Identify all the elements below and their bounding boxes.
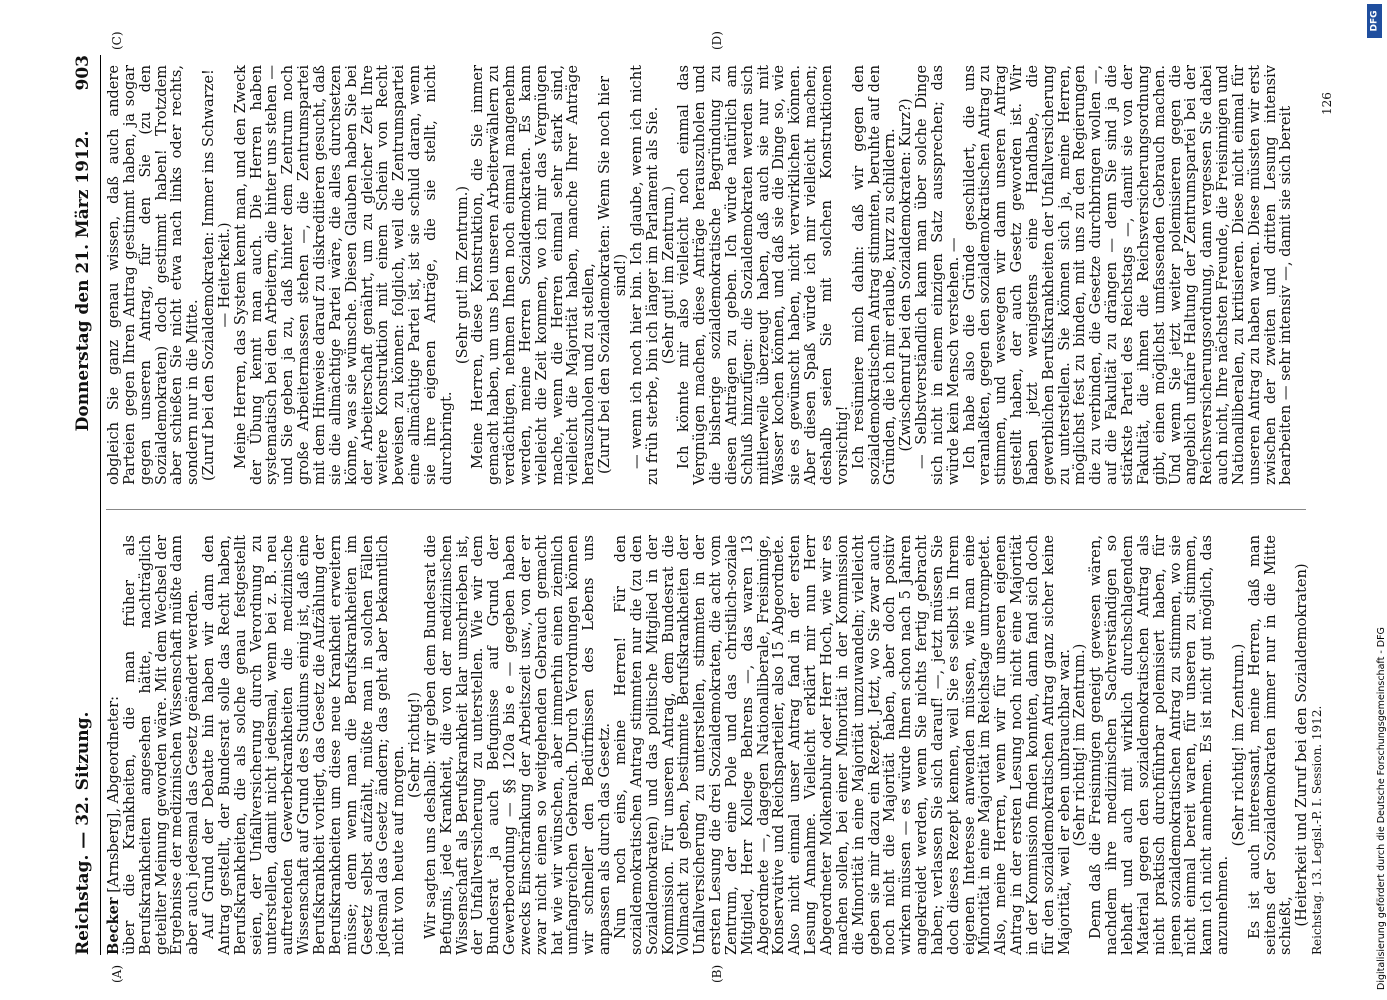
paragraph: über die Krankheiten, die man früher als Berufskrankheiten angesehen hätte, nachträglich geteilter Meinung geworden wäre. Mit dem Wechsel der Ergebnisse der medizinischen Wissenschaft müßte dann aber auch jedesmal das Gesetz geändert werden. xyxy=(120,535,202,955)
funding-credit: Digitalisierung gefördert durch die Deutsche Forschungsgemeinschaft - DFG xyxy=(1376,627,1387,990)
speaker-name: Becker xyxy=(105,897,122,955)
paragraph: Es ist auch interessant, meine Herren, daß man seitens der Sozialdemokraten immer nur in die Mitte schießt, xyxy=(1245,535,1295,955)
paragraph: Meine Herren, diese Konstruktion, die Sie immer gemacht haben, um uns bei unseren Arbeiterwählern zu verdächtigen, nehmen Ihnen noch einmal mangenehm werden, meine Herren Sozialdemokraten. Es kann vielleicht die Zeit kommen, wo ich mir das Vergnügen mache, wenn die Herren einmal sehr stark sind, vielleicht die Majorität haben, manche Ihrer Anträge herauszuholen und zu stellen, xyxy=(469,65,598,485)
speaker-line xyxy=(106,535,122,955)
interjection: (Sehr richtig! im Zentrum.) xyxy=(1071,643,1089,847)
paragraph: Denn daß die Freisinnigen geneigt gewesen wären, nachdem ihre medizinischen Sachverständigen so lebhaft und auch mit wirklich durchschlagendem Material gegen den sozialdemokratischen Antrag als nicht praktisch durchführbar polemisiert haben, für jenen sozialdemokratischen Antrag zu stimmen, wo sie nicht einmal bereit waren, für unseren zu stimmen, kann ich nicht annehmen. Es ist nicht gut möglich, das anzunehmen. xyxy=(1087,535,1232,955)
margin-mark-c: (C) xyxy=(110,31,124,50)
margin-mark-b: (B) xyxy=(710,964,724,983)
rotated-page-content xyxy=(70,31,1334,983)
column-rule xyxy=(106,509,1306,510)
left-column xyxy=(106,535,1321,955)
paragraph: Ich habe also die Gründe geschildert, die uns veranlaßten, gegen den sozialdemokratischen Antrag zu stimmen, und weswegen wir dann unseren Antrag gestellt haben, der auch Gesetz geworden ist. Wir haben jetzt wenigstens eine Handhabe, die gewerblichen Berufskrankheiten der Unfallversicherung zu unterstellen. Sie können sich ja, meine Herren, möglichst fest zu binden, mit uns zu den Regierungen die zu verbinden, die Gesetze durchbringen wollen —, auf die Fakultät zu drängen — denn Sie sind ja die stärkste Partei des Reichstags —, damit sie von der Fakultät, die ihnen die Reichsversicherungsordnung gibt, einen möglichst umfassenden Gebrauch machen. Und wenn Sie jetzt weiter polemisieren gegen die angeblich unfaire Haltung der Zentrumspartei bei der Reichsversicherungsordnung, dann vergessen Sie dabei auch nicht, Ihre nächsten Freunde, die Freisinnigen und Nationalliberalen, zu kritisieren. Diese nicht einmal für unseren Antrag zu haben waren. Diese müssten wir erst zwischen der zweiten und dritten Lesung intensiv bearbeiten — sehr intensiv —, damit sie sich bereit xyxy=(960,65,1295,485)
speaker-suffix: [Arnsberg], Abgeordneter: xyxy=(105,696,122,898)
paragraph: Ich könnte mir also vielleicht noch einmal das Vergnügen machen, diese Anträge herauszuholen und die bisherige sozialdemokratische Begründung zu diesen Anträgen zu geben. Ich würde natürlich am Schluß hinzufügen: die Sozialdemokraten werden sich mittlerweile überzeugt haben, daß auch sie nur mit Wasser kochen können, und daß sie die Dinge so, wie sie es gewünscht haben, nicht verwirklichen können. Aber diesen Spaß würde ich mir vielleicht machen; deshalb seien Sie mit solchen Konstruktionen vorsichtig! xyxy=(675,65,851,485)
interjection: (Zuruf bei den Sozialdemokraten: Wenn Sie noch hier sind!) xyxy=(596,76,629,474)
margin-mark-a: (A) xyxy=(110,964,124,983)
paragraph: Meine Herren, das System kennt man, und den Zweck der Übung kennt man auch. Die Herren haben systematisch bei den Arbeitern, die hinter uns stehen — und Sie geben ja zu, daß hinter dem Zentrum noch große Arbeitermassen stehen —, die Zentrumspartei mit dem Hinweise darauf zu diskreditieren gesucht, daß sie die allmächtige Partei wäre, die alles durchsetzen könne, was sie wünsche. Diesen Glauben haben Sie bei der Arbeiterschaft genährt, um zu gleicher Zeit Ihre weitere Konstruktion mit einem Schein von Recht beweisen zu können: folglich, weil die Zentrumspartei eine allmächtige Partei ist, ist sie schuld daran, wenn sie ihre eigenen Anträge, die sie stellt, nicht durchbringt. xyxy=(231,65,455,485)
dfg-logo: DFG xyxy=(1367,4,1382,38)
paragraph: — Selbstverständlich kann man über solche Dinge sich nicht in einem einzigen Satz aussprechen; das würde kein Mensch verstehen. — xyxy=(913,65,962,485)
right-column xyxy=(106,65,1321,485)
footer-citation: Reichstag. 13. Legisl.-P. I. Session. 1912. xyxy=(1310,705,1324,955)
sheet-signature: 126 xyxy=(1320,92,1334,115)
interjection: (Sehr gut! im Zentrum.) xyxy=(659,185,677,365)
paragraph: Wir sagten uns deshalb: wir geben dem Bundesrat die Befugnis, jede Krankheit, die von der medizinischen Wissenschaft als Berufskrankheit klar umschrieben ist, der Unfallversicherung zu unterstellen. Wie wir dem Bundesrat ja auch Befugnisse auf Grund der Gewerbeordnung — §§ 120a bis e — gegeben haben zwecks Einschränkung der Arbeitszeit usw., von der er zwar nicht einen so weitgehenden Gebrauch gemacht hat wie wir wünschen, aber immerhin einen ziemlich umfangreichen Gebrauch. Durch Verordnungen können wir schneller den Bedürfnissen des Lebens uns anpassen als durch das Gesetz. xyxy=(421,535,614,955)
interjection: (Sehr richtig! im Zentrum.) xyxy=(1229,643,1247,847)
interjection: (Heiterkeit und Zuruf bei den Sozialdemokraten) xyxy=(1293,563,1311,927)
paragraph: Ich resümiere mich dahin: daß wir gegen den sozialdemokratischen Antrag stimmten, beruhte auf den Gründen, die ich mir erlaube, kurz zu schildern. xyxy=(849,65,899,485)
paragraph: — wenn ich noch hier bin. Ich glaube, wenn ich nicht zu früh sterbe, bin ich länger im Parlament als Sie. xyxy=(627,65,661,485)
page-number: 903 xyxy=(73,55,93,91)
running-header xyxy=(70,55,96,955)
paragraph: Auf Grund der Debatte hin haben wir dann den Antrag gestellt, der Bundesrat solle das Recht haben, Berufskrankheiten, die als solche genau festgestellt seien, der Unfallversicherung durch Verordnung zu unterstellen, damit nicht jedesmal, wenn bei z. B. neu auftretenden Gewerbekrankheiten die medizinische Wissenschaft auf Grund des Studiums einig ist, daß eine Berufskrankheit vorliegt, das Gesetz die Aufzählung der Berufskrankheiten um diese neue Krankheit erweitern müsse; denn wenn man die Berufskrankheiten im Gesetz selbst aufzählt, müßte man in solchen Fällen jedesmal das Gesetz ändern; das geht aber bekanntlich nicht von heute auf morgen. xyxy=(200,535,408,955)
header-rule xyxy=(100,55,101,955)
paragraph: obgleich Sie ganz genau wissen, daß auch andere Parteien gegen Ihren Antrag gestimmt haben, ja sogar gegen unseren Antrag, für den Sie (zu den Sozialdemokraten) doch gestimmt haben! Trotzdem aber schießen Sie nicht etwa nach links oder rechts, sondern nur in die Mitte. xyxy=(105,65,202,485)
interjection: (Zuruf bei den Sozialdemokraten: Immer ins Schwarze! — Heiterkeit.) xyxy=(200,69,233,481)
interjection: (Zwischenruf bei den Sozialdemokraten: Kurz?) xyxy=(897,98,915,452)
interjection: (Sehr richtig!) xyxy=(406,692,424,798)
margin-mark-d: (D) xyxy=(710,31,724,50)
header-session: Reichstag. — 32. Sitzung. xyxy=(73,711,93,955)
interjection: (Sehr gut! im Zentrum.) xyxy=(453,185,471,365)
paragraph: Nun noch eins, meine Herren! Für den sozialdemokratischen Antrag stimmten nur die (zu den Sozialdemokraten) und das politische Mitglied in der Kommission. Für unseren Antrag, dem Bundesrat die Vollmacht zu geben, bestimmte Berufskrankheiten der Unfallversicherung zu unterstellen, stimmten in der ersten Lesung die drei Sozialdemokraten, die acht vom Zentrum, der eine Pole und das christlich-soziale Mitglied, Herr Kollege Behrens —, das waren 13 Abgeordnete —, dagegen Nationalliberale, Freisinnige, Konservative und Reichsparteiler, also 15 Abgeordnete. Also nicht einmal unser Antrag fand in der ersten Lesung Annahme. Vielleicht erklärt mir nun Herr Abgeordneter Molkenbuhr oder Herr Hoch, wie wir es machen sollen, bei einer Minorität in der Kommission die Minorität in eine Majorität umzuwandeln; vielleicht geben sie mir dazu ein Rezept. Jetzt, wo Sie zwar auch noch nicht die Majorität haben, aber doch positiv wirken müssen — es würde Ihnen schon nach 5 Jahren angekreidet werden, wenn Sie nichts fertig gebracht haben; verlassen Sie sich darauf! —, jetzt müssen Sie doch dieses Rezept kennen, weil Sie es selbst in Ihrem eigenen Interesse anwenden müssen, wie man eine Minorität in eine Majorität im Reichstage umtrompetet. Also, meine Herren, wenn wir für unseren eigenen Antrag in der ersten Lesung noch nicht eine Majorität in der Kommission finden konnten, dann fand sich doch für den sozialdemokratischen Antrag ganz sicher keine Majorität, weil er eben unbrauchbar war. xyxy=(612,535,1073,955)
header-date: Donnerstag den 21. März 1912. xyxy=(73,130,93,432)
